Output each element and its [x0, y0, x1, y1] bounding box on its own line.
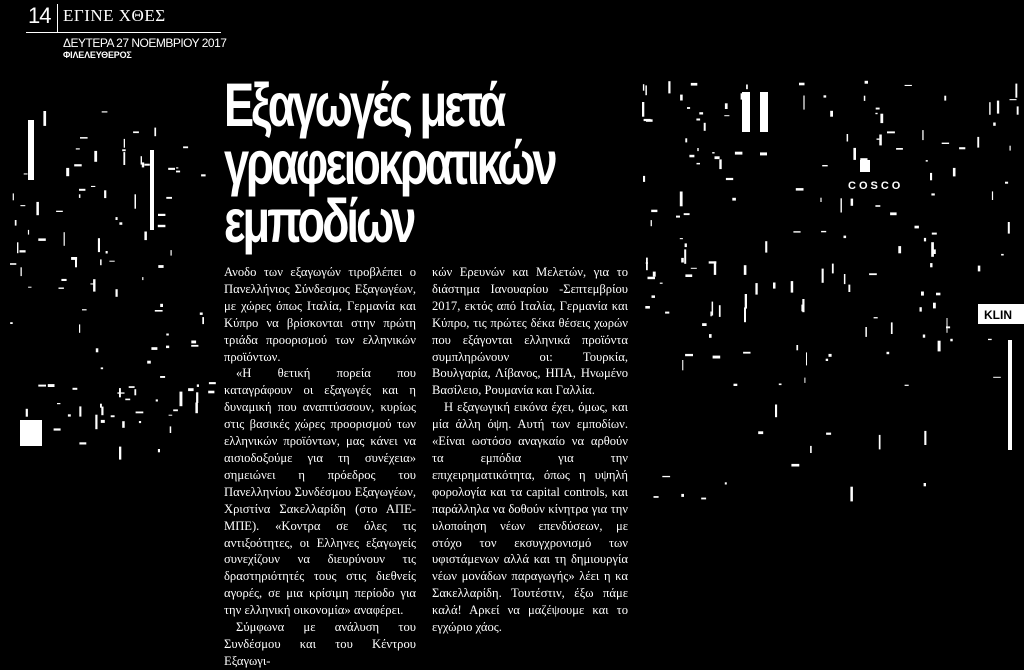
light-mark: [651, 220, 652, 226]
light-mark: [822, 165, 828, 166]
light-mark: [188, 388, 194, 391]
header-divider-vertical: [57, 4, 58, 32]
light-mark: [765, 241, 767, 252]
light-mark: [123, 152, 125, 165]
light-mark: [79, 189, 85, 191]
light-mark: [869, 273, 877, 275]
light-mark: [684, 213, 690, 215]
light-mark: [997, 101, 999, 114]
light-mark: [810, 446, 812, 453]
cosco-sign-text: COSCO: [848, 180, 904, 192]
light-mark: [876, 108, 880, 110]
light-mark: [1010, 146, 1011, 151]
light-mark: [38, 238, 46, 241]
light-mark: [142, 277, 143, 280]
light-mark: [28, 287, 31, 288]
light-mark: [702, 323, 707, 326]
light-mark: [651, 210, 657, 212]
light-mark: [200, 313, 203, 315]
light-mark: [56, 211, 63, 212]
light-mark: [924, 431, 926, 445]
light-mark: [920, 307, 922, 311]
light-mark: [201, 174, 206, 176]
light-mark: [665, 312, 669, 314]
light-mark: [119, 388, 121, 397]
klin-sign-text: KLIN: [984, 308, 1012, 322]
light-mark: [691, 268, 697, 269]
light-mark: [119, 222, 122, 225]
light-mark: [992, 191, 993, 200]
light-mark: [820, 198, 821, 202]
light-mark: [170, 426, 172, 433]
light-mark: [977, 137, 979, 148]
light-mark: [79, 406, 81, 416]
light-mark: [821, 231, 826, 232]
light-mark: [989, 102, 990, 115]
light-mark: [947, 318, 948, 333]
light-mark: [168, 168, 175, 170]
light-mark: [48, 384, 55, 387]
light-mark: [101, 420, 105, 423]
light-mark: [732, 198, 736, 201]
light-mark: [879, 135, 882, 146]
headline-line-3: εμποδίων: [224, 187, 414, 255]
light-mark: [853, 148, 856, 160]
light-mark: [662, 476, 670, 477]
light-mark: [147, 361, 151, 364]
light-mark: [799, 83, 805, 86]
light-mark: [938, 341, 941, 352]
light-mark: [209, 382, 216, 384]
light-mark: [744, 307, 746, 322]
light-mark: [82, 309, 87, 310]
light-mark: [685, 243, 687, 247]
light-mark: [1015, 84, 1017, 98]
headline-line-1: Εξαγωγές μετά: [224, 71, 504, 139]
light-mark: [95, 415, 97, 430]
paragraph: «Η θετική πορεία που καταγράφουν οι εξαγωγές και η δυναμική που αναπτύσσουν, κυρίως στις βασικές χώρες προορισμού των ελληνικών προϊόντων, μας κάνει να αισιοδοξούμε για τη συνέχεια» σημειώνει η πρόεδρος του Πανελληνίου Συνδέσμου Εξαγωγέων, Χριστίνα Σακελλαρίδη (στο ΑΠΕ-ΜΠΕ). «Κοντρα σε όλες τις αντιξοότητες, οι Ελληνες εξαγωγείς συνεχίζουν να διευρύνουν τις δραστηριότητές τους στις διεθνείς αγορές, σε μια κρίσιμη περίοδο για την ελληνική οικονομία» αναφέρει.: [224, 366, 416, 618]
light-mark: [687, 107, 690, 109]
tower-light: [150, 150, 154, 230]
light-mark: [879, 435, 881, 450]
light-mark: [43, 111, 46, 126]
light-mark: [139, 421, 141, 423]
light-mark: [684, 249, 686, 263]
light-mark: [734, 384, 738, 386]
light-mark: [685, 138, 687, 142]
light-mark: [676, 216, 680, 218]
light-mark: [874, 317, 878, 318]
light-mark: [645, 306, 650, 309]
light-mark: [804, 378, 805, 383]
light-mark: [76, 148, 80, 149]
light-mark: [946, 326, 950, 328]
page-number: 14: [28, 3, 51, 28]
light-mark: [648, 277, 656, 280]
light-mark: [847, 134, 849, 142]
light-mark: [20, 250, 26, 252]
light-mark: [36, 202, 39, 215]
light-mark: [668, 81, 670, 93]
light-mark: [801, 305, 804, 312]
light-mark: [173, 409, 178, 411]
light-mark: [73, 388, 78, 390]
light-mark: [826, 433, 831, 435]
light-mark: [158, 225, 166, 227]
light-mark: [725, 103, 728, 109]
light-mark: [66, 168, 69, 176]
light-mark: [644, 119, 651, 121]
light-mark: [915, 226, 919, 229]
light-mark: [875, 205, 880, 207]
light-mark: [826, 359, 828, 361]
tower-light: [760, 92, 768, 132]
light-mark: [660, 283, 663, 284]
light-mark: [875, 113, 877, 114]
light-mark: [96, 348, 99, 352]
light-mark: [104, 190, 106, 198]
light-mark: [102, 111, 108, 112]
light-mark: [865, 81, 868, 84]
light-mark: [645, 85, 647, 95]
article-column-right: [432, 264, 628, 636]
light-mark: [26, 409, 28, 417]
light-mark: [822, 269, 824, 283]
light-mark: [851, 199, 854, 206]
light-mark: [921, 292, 924, 296]
light-mark: [988, 339, 992, 340]
light-mark: [844, 274, 846, 284]
light-mark: [111, 415, 115, 417]
light-mark: [924, 483, 926, 486]
light-mark: [28, 230, 29, 235]
light-mark: [208, 391, 214, 394]
light-mark: [931, 193, 934, 195]
light-mark: [90, 283, 94, 284]
light-mark: [848, 285, 850, 292]
light-mark: [682, 360, 683, 370]
klin-sign: [978, 304, 1024, 324]
light-mark: [158, 265, 163, 268]
light-mark: [653, 272, 656, 277]
light-mark: [791, 281, 794, 293]
light-mark: [930, 263, 932, 267]
light-mark: [156, 399, 158, 401]
light-mark: [38, 385, 46, 387]
light-mark: [933, 303, 936, 309]
light-mark: [106, 251, 108, 254]
light-mark: [743, 352, 750, 354]
light-mark: [91, 186, 95, 187]
light-mark: [151, 347, 157, 350]
light-mark: [760, 152, 767, 155]
light-mark: [109, 261, 114, 262]
light-mark: [129, 386, 135, 388]
tower-light: [28, 120, 34, 180]
light-mark: [79, 194, 81, 198]
header-divider-horizontal: [26, 32, 221, 33]
light-mark: [654, 496, 659, 498]
light-mark: [712, 152, 714, 153]
light-mark: [93, 279, 95, 291]
light-mark: [1005, 182, 1008, 184]
light-mark: [773, 283, 776, 289]
light-mark: [166, 197, 172, 199]
light-mark: [796, 188, 804, 191]
light-mark: [830, 111, 833, 117]
light-mark: [959, 147, 965, 149]
light-mark: [646, 258, 648, 271]
light-mark: [166, 334, 169, 336]
light-mark: [865, 327, 867, 337]
light-mark: [709, 261, 717, 263]
light-mark: [850, 487, 853, 502]
light-mark: [824, 95, 827, 97]
light-mark: [930, 173, 932, 180]
light-mark: [775, 405, 777, 418]
light-mark: [735, 152, 743, 155]
light-mark: [887, 352, 890, 354]
light-mark: [79, 442, 86, 444]
light-mark: [924, 238, 926, 242]
light-mark: [101, 407, 103, 416]
paragraph: Ανοδο των εξαγωγών τιροβλέπει ο Πανελλήνιος Σύνδεσμος Εξαγωγέων, με χώρες όπως Ιταλία, Γερμανία και Κύπρο να βρίσκονται στην πρώτη τριάδα προορισμού των ελληνικών προϊόντων.: [224, 265, 416, 364]
light-mark: [689, 155, 694, 158]
light-mark: [61, 279, 66, 281]
light-mark: [643, 176, 645, 182]
light-mark: [54, 428, 61, 430]
light-mark: [931, 242, 934, 257]
light-mark: [652, 295, 656, 298]
light-mark: [119, 447, 121, 460]
light-mark: [978, 266, 981, 272]
light-mark: [993, 377, 1001, 378]
light-mark: [94, 151, 97, 162]
light-mark: [642, 102, 644, 117]
light-mark: [1010, 99, 1017, 100]
light-mark: [691, 83, 698, 86]
cosco-sign: [836, 172, 910, 192]
light-mark: [68, 414, 71, 416]
light-mark: [680, 238, 683, 239]
light-mark: [724, 115, 729, 116]
article-column-left: [224, 264, 416, 670]
light-mark: [844, 236, 847, 239]
paragraph: Η εξαγωγική εικόνα έχει, όμως, και μία άλλη όψη. Αυτή των εμποδίων. «Είναι ωστόσο αναγκαίο να αρθούν τα εμπόδια για την επιχειρηματικότητα, όπως η υψηλή φορολογία και τα capital controls, και παράλληλα να δοθούν κίνητρα για την υλοποίηση νέων επενδύσεων, με στόχο τον εκσυγχρονισμό των υφιστάμενων αλλά και τη δημιουργία νέων μονάδων παραγωγής» λέει η κα Σακελλαρίδη. Τουτέστιν, έξω πάμε καλά! Αρκεί να μαζέψουμε και το εγχώριο χάος.: [432, 400, 628, 635]
light-mark: [15, 220, 17, 226]
light-mark: [704, 123, 706, 131]
light-mark: [133, 131, 139, 133]
light-mark: [124, 139, 125, 148]
light-mark: [829, 354, 832, 357]
light-mark: [134, 389, 136, 395]
tower-light: [742, 92, 750, 132]
light-mark: [715, 156, 720, 159]
light-mark: [122, 149, 126, 151]
light-mark: [141, 156, 142, 164]
light-mark: [135, 194, 137, 208]
light-mark: [905, 85, 912, 86]
tower-light: [1008, 340, 1012, 450]
light-mark: [898, 246, 901, 253]
light-mark: [779, 384, 782, 386]
light-mark: [116, 289, 118, 297]
light-mark: [697, 148, 698, 151]
light-mark: [176, 171, 180, 173]
light-mark: [160, 376, 165, 378]
light-mark: [864, 96, 866, 101]
light-mark: [880, 114, 883, 123]
headline-line-2: γραφειοκρατικών: [224, 129, 555, 197]
light-mark: [796, 345, 798, 350]
light-mark: [169, 415, 173, 416]
light-mark: [125, 399, 130, 401]
light-mark: [64, 232, 65, 246]
light-mark: [142, 162, 144, 167]
light-mark: [685, 354, 693, 356]
light-mark: [79, 324, 80, 332]
light-mark: [713, 356, 721, 359]
light-mark: [17, 242, 18, 253]
light-mark: [57, 403, 60, 404]
light-mark: [144, 232, 147, 241]
light-mark: [191, 345, 198, 347]
light-mark: [950, 339, 952, 342]
light-mark: [709, 334, 712, 338]
light-mark: [160, 304, 163, 307]
light-mark: [803, 96, 804, 110]
light-mark: [905, 385, 909, 386]
light-mark: [860, 158, 867, 160]
light-mark: [896, 148, 903, 150]
light-mark: [791, 464, 799, 467]
light-mark: [176, 167, 178, 168]
light-mark: [100, 404, 102, 408]
light-mark: [171, 250, 172, 256]
paragraph: κών Ερευνών και Μελετών, για το διάστημα Ιανουαρίου -Σεπτεμβρίου 2017, εκτός από Ιταλία, Γερμανία και Κύπρο, τις πρώτες δέκα θέσεις χωρών που εξάγονται ελληνικά προϊόντα συμπληρώνουν οι: Τουρκία, Βουλγαρία, Λίβανος, ΗΠΑ, Ηνωμένο Βασίλειο, Ρουμανία και Γαλλία.: [432, 265, 628, 398]
light-mark: [680, 95, 683, 101]
light-mark: [953, 168, 956, 177]
light-mark: [806, 352, 807, 365]
light-mark: [117, 392, 124, 393]
light-mark: [710, 312, 711, 317]
light-mark: [155, 310, 163, 312]
tower-light: [20, 420, 42, 446]
light-mark: [681, 494, 684, 497]
light-mark: [942, 143, 949, 144]
light-mark: [74, 164, 82, 166]
light-mark: [80, 137, 88, 139]
light-mark: [758, 431, 763, 434]
light-mark: [10, 263, 16, 265]
light-mark: [725, 482, 727, 484]
light-mark: [21, 267, 22, 276]
light-mark: [696, 119, 700, 121]
light-mark: [20, 205, 25, 206]
section-title: ΕΓΙΝΕ ΧΘΕΣ: [63, 6, 166, 25]
light-mark: [122, 421, 125, 428]
light-mark: [191, 341, 196, 344]
light-mark: [699, 112, 703, 114]
light-mark: [719, 305, 721, 317]
light-mark: [890, 212, 897, 215]
light-mark: [158, 214, 165, 216]
light-mark: [144, 164, 149, 166]
light-mark: [712, 302, 714, 316]
light-mark: [202, 317, 204, 324]
light-mark: [154, 128, 156, 137]
light-mark: [744, 265, 747, 275]
light-mark: [643, 84, 644, 91]
light-mark: [98, 238, 100, 252]
light-mark: [71, 257, 77, 260]
light-mark: [793, 231, 800, 232]
light-mark: [10, 322, 13, 324]
light-mark: [75, 259, 77, 267]
light-mark: [936, 293, 940, 296]
light-mark: [59, 288, 64, 289]
light-mark: [923, 335, 925, 338]
light-mark: [922, 130, 923, 140]
paragraph: Σύμφωνα με ανάλυση του Συνδέσμου και του Κέντρου Εξαγωγι-: [224, 620, 416, 668]
light-mark: [680, 192, 683, 207]
light-mark: [180, 392, 183, 407]
light-mark: [166, 346, 169, 349]
light-mark: [697, 163, 701, 165]
light-mark: [726, 178, 733, 180]
light-mark: [24, 173, 28, 174]
light-mark: [136, 412, 144, 414]
light-mark: [993, 123, 996, 126]
light-mark: [887, 131, 895, 133]
light-mark: [1017, 106, 1019, 114]
light-mark: [932, 233, 937, 235]
light-mark: [183, 146, 188, 148]
light-mark: [701, 498, 706, 500]
light-mark: [13, 193, 14, 200]
light-mark: [195, 403, 198, 414]
light-mark: [891, 322, 893, 334]
light-mark: [944, 96, 946, 101]
issue-date: ΔΕΥΤΕΡΑ 27 ΝΟΕΜΒΡΙΟΥ 2017: [63, 36, 227, 50]
light-mark: [197, 384, 199, 387]
light-mark: [158, 449, 160, 452]
article-headline: [224, 71, 555, 255]
light-mark: [685, 274, 692, 277]
light-mark: [101, 367, 103, 369]
light-mark: [719, 159, 721, 169]
light-mark: [1008, 222, 1010, 234]
light-mark: [681, 258, 684, 263]
light-mark: [1001, 254, 1004, 256]
light-mark: [926, 160, 928, 162]
light-mark: [841, 198, 842, 212]
newspaper-name: ΦΙΛΕΛΕΥΘΕΡΟΣ: [63, 50, 132, 60]
light-mark: [745, 294, 747, 309]
light-mark: [196, 392, 198, 403]
light-mark: [832, 264, 834, 274]
light-mark: [100, 259, 102, 265]
light-mark: [116, 217, 118, 220]
light-mark: [746, 85, 748, 90]
light-mark: [755, 283, 757, 295]
